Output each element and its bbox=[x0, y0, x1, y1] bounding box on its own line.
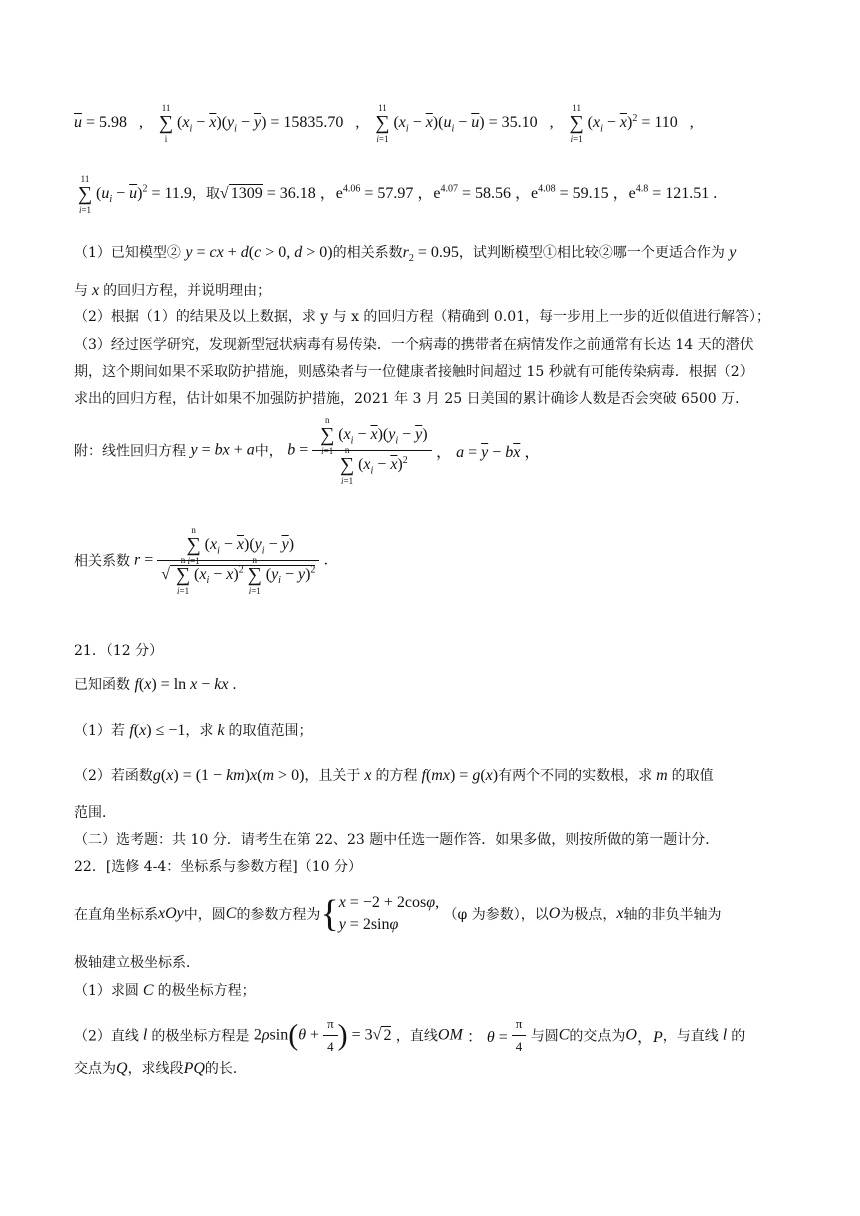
correlation-fraction: ∑ n i=1 $(x_i - \overline{x})(y_i - \overline{y})$ √ ∑ n i=1 $(x_i - \overline{x})^2$ ∑ n i=1 $(y_i - \overline{y})^2$ bbox=[157, 534, 319, 587]
sum-symbol: ∑ 11 i=1 bbox=[569, 103, 584, 144]
q21-part2-cont: 范围． bbox=[74, 805, 116, 821]
q20-part3-l1: （3）经过医学研究，发现新型冠状病毒有易传染．一个病毒的携带者在病情发作之前通常有长达 14 天的潜伏 bbox=[74, 337, 754, 353]
q21-given: 已知函数 f(x) = ln x − kx . bbox=[74, 676, 237, 693]
appendix-correlation: 相关系数 r = ∑ n i=1 $(x_i - \overline{x})(y_i - \overline{y})$ √ ∑ n i=1 $(x_i - \overline{x})^2$ ∑ n i=1 $(y_i - \overline{y})^2$ . bbox=[74, 525, 328, 596]
formula-line-1: $\overline{u} = 5.98$ , ∑ 11 i $(x_i - \overline{x})(y_i - \overline{y}) = 15835.70$ , ∑ 11 i=1 $(x_i - \overline{x})(u_i - \overline{u}) = 35.10$ , ∑ 11 i=1 $(x_i - \overline{x})^2 = 110$ , bbox=[74, 103, 694, 144]
q22-part2-cont: 交点为Q，求线段PQ的长． bbox=[74, 1060, 247, 1077]
regression-b-fraction: ∑ n i=1 $(x_i - \overline{x})(y_i - \overline{y})$ ∑ n i=1 $(x_i - \overline{x})^2$ bbox=[312, 424, 431, 477]
formula-line-2: ∑ 11 i=1 $(u_i - \overline{u})^2 = 11.9$，取√ 1309 = 36.18 ，$e^{4.06} = 57.97$ ，$e^{4.07} = 58.56$ ，$e^{4.08} = 59.15$ ，$e^{4.8} = 121.51$ . bbox=[77, 173, 718, 215]
q21-header: 21．（12 分） bbox=[74, 643, 164, 659]
q20-part3-l3: 求出的回归方程，估计如果不加强防护措施，2021 年 3 月 25 日美国的累计确诊人数是否会突破 6500 万． bbox=[74, 391, 750, 407]
q20-part2: （2）根据（1）的结果及以上数据，求 y 与 x 的回归方程（精确到 0.01，每一步用上一步的近似值进行解答）； bbox=[74, 309, 771, 325]
sum-symbol: ∑ 11 i=1 bbox=[77, 173, 93, 215]
optional-section: （二）选考题：共 10 分．请考生在第 22、23 题中任选一题作答．如果多做，则按所做的第一题计分． bbox=[74, 832, 720, 848]
appendix-regression: 附：线性回归方程 y = bx + a中， b = ∑ n i=1 $(x_i - \overline{x})(y_i - \overline{y})$ ∑ n i=1 $(x_i - \overline{x})^2$ ， $a = \overline{y} - b\overline{x}$ ， bbox=[74, 415, 541, 486]
q22-intro-cont: 极轴建立极坐标系． bbox=[74, 955, 200, 971]
q20-part1: （1）已知模型② y = cx + d(c > 0, d > 0)的相关系数$r_2 = 0.95$，试判断模型①相比较②哪一个更适合作为 y bbox=[74, 244, 737, 265]
sum-symbol: ∑ 11 i=1 bbox=[375, 103, 390, 144]
q22-part1: （1）求圆 C 的极坐标方程； bbox=[74, 982, 256, 999]
q22-part2: （2）直线 l 的极坐标方程是 2ρsin(θ + $\frac{\pi}{4}$ ) = 3√ 2 ，直线OM ： θ = $\frac{\pi}{4}$ 与圆C的交点为O，P，与直线 l 的 bbox=[74, 1016, 746, 1054]
parametric-system: x = −2 + 2cosφ, y = 2sinφ bbox=[338, 894, 440, 933]
q22-intro: 在直角坐标系xOy中，圆C的参数方程为{x = −2 + 2cosφ, y = 2sinφ （φ 为参数），以O为极点，x轴的非负半轴为 bbox=[74, 893, 722, 935]
q21-part2: （2）若函数g(x) = (1 − km)x(m > 0)，且关于 x 的方程 f(mx) = g(x)有两个不同的实数根，求 m 的取值 bbox=[74, 767, 714, 784]
q22-header: 22．[选修 4-4：坐标系与参数方程]（10 分） bbox=[74, 859, 362, 875]
q21-part1: （1）若 f(x) ≤ −1，求 k 的取值范围； bbox=[74, 722, 313, 739]
q20-part3-l2: 期，这个期间如果不采取防护措施，则感染者与一位健康者接触时间超过 15 秒就有可能传染病毒．根据（2） bbox=[74, 364, 754, 380]
sum-symbol: ∑ 11 i bbox=[158, 103, 174, 144]
q20-part1-cont: 与 x 的回归方程，并说明理由； bbox=[74, 282, 272, 299]
